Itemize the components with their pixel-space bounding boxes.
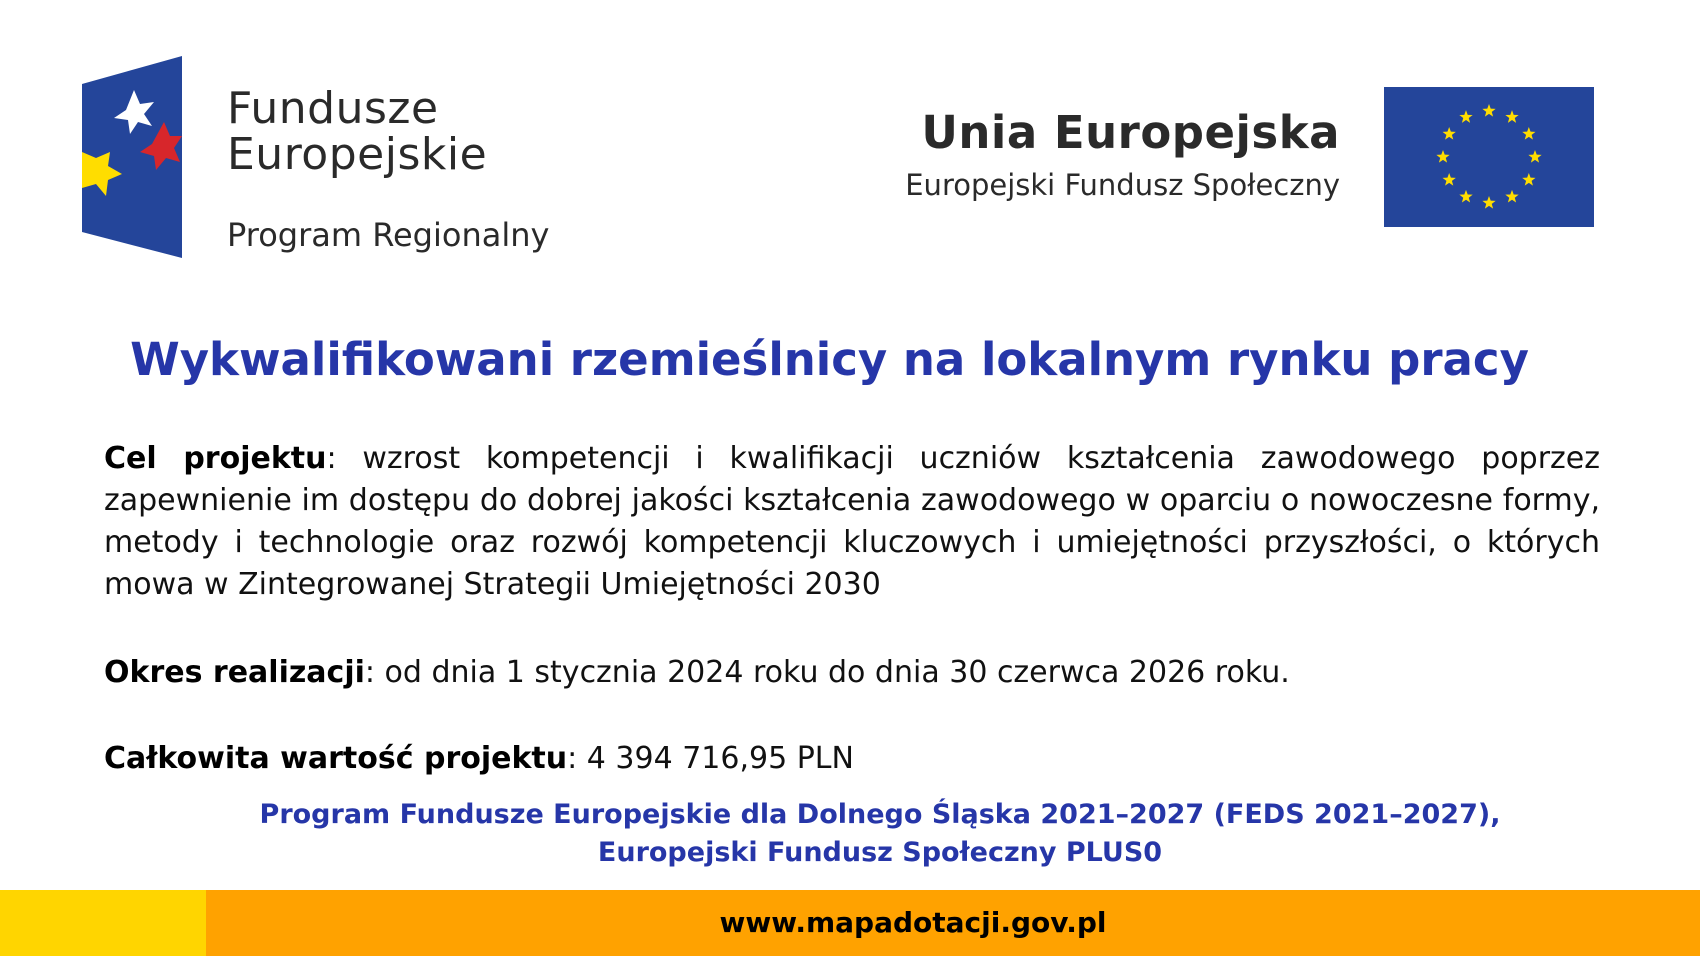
program-line-1: Program Fundusze Europejskie dla Dolnego Śląska 2021–2027 (FEDS 2021–2027), bbox=[259, 799, 1501, 830]
project-title: Wykwalifikowani rzemieślnicy na lokalnym rynku pracy bbox=[130, 333, 1529, 386]
fundusze-europejskie-logo-icon bbox=[82, 56, 182, 258]
program-line-2: Europejski Fundusz Społeczny PLUS0 bbox=[597, 837, 1163, 868]
project-value-label: Całkowita wartość projektu bbox=[104, 741, 568, 776]
project-goal-text: : wzrost kompetencji i kwalifikacji uczniów kształcenia zawodowego poprzez zapewnienie im dostępu do dobrej jakości kształcenia zawodowego w oparciu o nowoczesne formy, metody i technologie oraz rozwój kompetencji kluczowych i umiejętności przyszłości, o których mowa w Zintegrowanej Strategii Umiejętności 2030 bbox=[104, 441, 1601, 602]
footer-url: www.mapadotacji.gov.pl bbox=[719, 906, 1107, 939]
project-period-label: Okres realizacji bbox=[104, 655, 365, 690]
fe-logo-line2: Europejskie bbox=[227, 129, 488, 180]
program-info bbox=[0, 796, 1700, 872]
footer-bar-yellow bbox=[0, 890, 206, 956]
project-period bbox=[104, 652, 1600, 694]
eu-flag-icon bbox=[1384, 87, 1594, 227]
project-period-text: : od dnia 1 stycznia 2024 roku do dnia 30 czerwca 2026 roku. bbox=[364, 655, 1290, 690]
fe-logo-line1: Fundusze bbox=[227, 83, 439, 134]
fe-logo-subtitle: Program Regionalny bbox=[227, 216, 550, 254]
ue-title: Unia Europejska bbox=[921, 106, 1340, 159]
project-goal bbox=[104, 438, 1600, 606]
project-value-text: : 4 394 716,95 PLN bbox=[567, 741, 854, 776]
fe-logo-text bbox=[227, 83, 488, 180]
ue-subtitle: Europejski Fundusz Społeczny bbox=[905, 168, 1340, 202]
project-goal-label: Cel projektu bbox=[104, 441, 327, 476]
project-value bbox=[104, 738, 1600, 780]
